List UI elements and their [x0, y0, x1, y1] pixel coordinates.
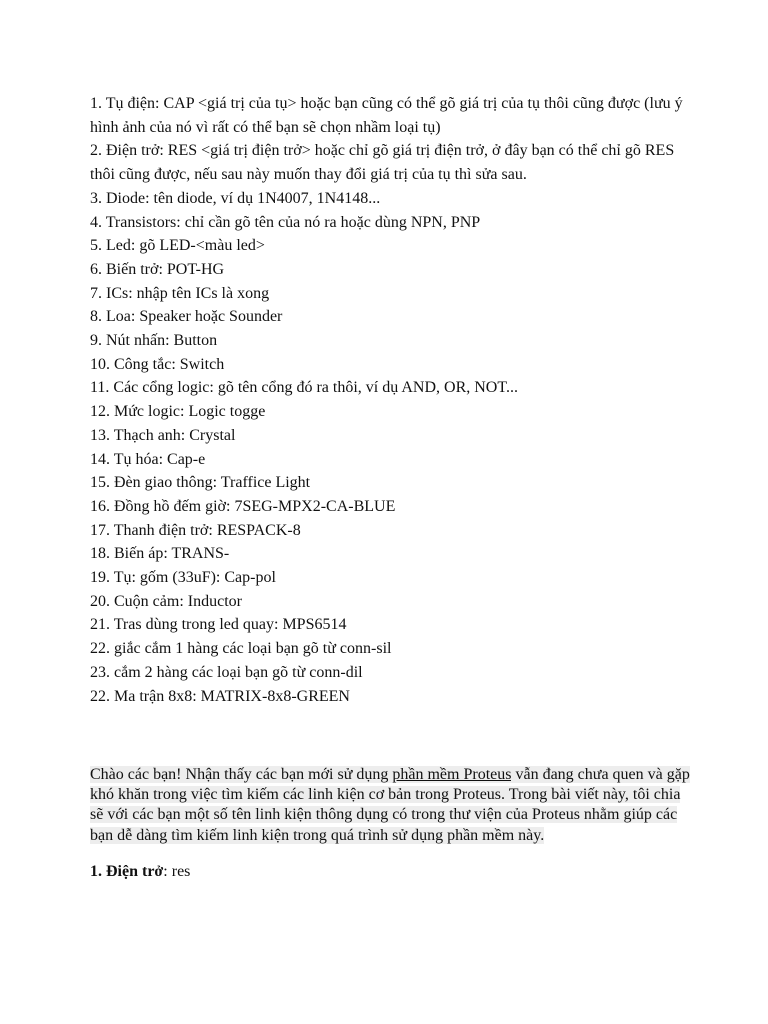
- list-item: 11. Các cổng logic: gõ tên cổng đó ra thôi, ví dụ AND, OR, NOT...: [90, 379, 518, 397]
- section-heading: [90, 862, 690, 882]
- list-item: 6. Biến trở: POT-HG: [90, 260, 225, 278]
- list-item: 4. Transistors: chỉ cần gõ tên của nó ra hoặc dùng NPN, PNP: [90, 213, 481, 231]
- list-item: 22. giắc cắm 1 hàng các loại bạn gõ từ conn-sil: [90, 640, 392, 658]
- list-item: 19. Tụ: gốm (33uF): Cap-pol: [90, 569, 276, 587]
- list-item: 7. ICs: nhập tên ICs là xong: [90, 284, 270, 302]
- list-item: 2. Điện trở: RES <giá trị điện trở> hoặc chỉ gõ giá trị điện trở, ở đây bạn có thể chỉ gõ RES thôi cũng được, nếu sau này muốn thay đổi giá trị của tụ thì sửa sau.: [90, 142, 675, 184]
- list-item: 17. Thanh điện trở: RESPACK-8: [90, 521, 301, 539]
- list-item: 23. cắm 2 hàng các loại bạn gõ từ conn-dil: [90, 663, 363, 681]
- list-item: 16. Đồng hồ đếm giờ: 7SEG-MPX2-CA-BLUE: [90, 497, 396, 515]
- list-item: 8. Loa: Speaker hoặc Sounder: [90, 308, 283, 326]
- list-item: 21. Tras dùng trong led quay: MPS6514: [90, 616, 347, 634]
- list-item: 10. Công tắc: Switch: [90, 355, 225, 373]
- list-item: 12. Mức logic: Logic togge: [90, 403, 266, 421]
- intro-text: Chào các bạn! Nhận thấy các bạn mới sử dụng: [90, 766, 393, 783]
- intro-text: vẫn đang chưa quen và gặp khó khăn trong việc tìm kiếm các linh kiện cơ bản trong Proteus. Trong bài viết này, tôi chia sẽ với các bạn một số tên linh kiện thông dụng có trong thư viện của Proteus nhằm giúp các bạn dễ dàng tìm kiếm linh kiện trong quá trình sử dụng phần mềm này.: [90, 766, 690, 844]
- list-item: 9. Nút nhấn: Button: [90, 332, 218, 350]
- list-item: 5. Led: gõ LED-<màu led>: [90, 237, 265, 255]
- heading-value: : res: [163, 863, 191, 880]
- proteus-link[interactable]: phần mềm Proteus: [392, 766, 512, 783]
- list-item: 13. Thạch anh: Crystal: [90, 426, 236, 444]
- list-item: 22. Ma trận 8x8: MATRIX-8x8-GREEN: [90, 687, 350, 705]
- list-item: 3. Diode: tên diode, ví dụ 1N4007, 1N4148...: [90, 189, 381, 207]
- intro-paragraph: [90, 765, 690, 846]
- heading-label: 1. Điện trở: [90, 863, 164, 880]
- list-item: 18. Biến áp: TRANS-: [90, 545, 230, 563]
- component-list: [90, 92, 690, 708]
- list-item: 15. Đèn giao thông: Traffice Light: [90, 474, 311, 492]
- list-item: 1. Tụ điện: CAP <giá trị của tụ> hoặc bạn cũng có thể gõ giá trị của tụ thôi cũng được (lưu ý hình ảnh của nó vì rất có thể bạn sẽ chọn nhầm loại tụ): [90, 95, 683, 136]
- list-item: 14. Tụ hóa: Cap-e: [90, 450, 206, 468]
- list-item: 20. Cuộn cảm: Inductor: [90, 592, 242, 610]
